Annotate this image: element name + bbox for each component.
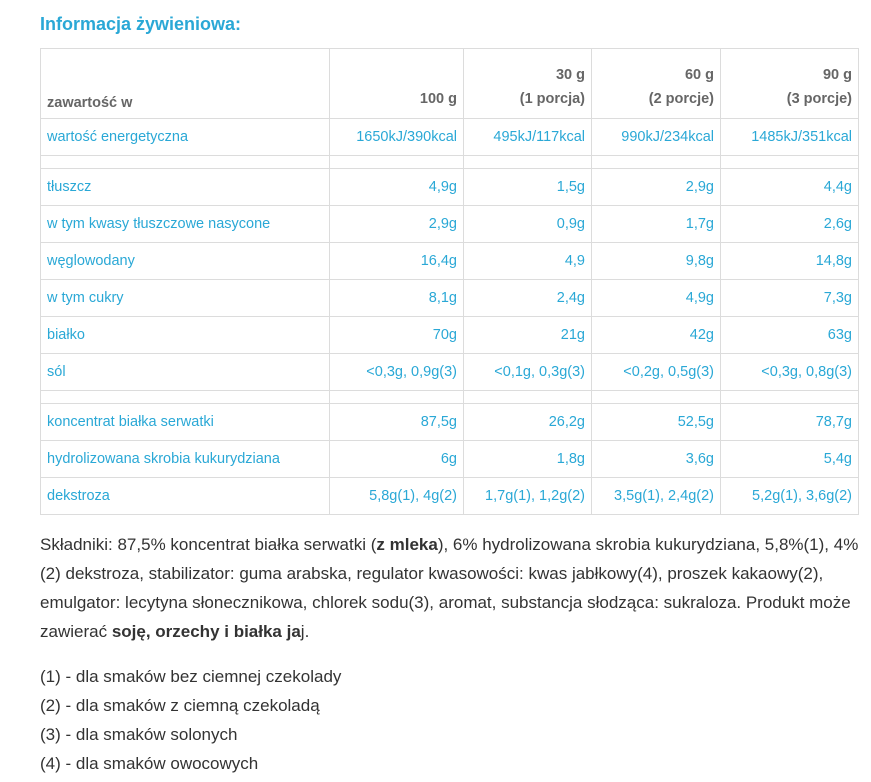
table-row [41, 317, 859, 354]
header-col-90g [721, 49, 859, 119]
cell-value: <0,3g, 0,8g(3) [721, 354, 859, 391]
cell-value: 1485kJ/351kcal [721, 119, 859, 156]
header-line1: 90 g [822, 67, 852, 83]
cell-value: 7,3g [721, 280, 859, 317]
table-spacer [41, 391, 859, 404]
cell-value: 4,9g [592, 280, 721, 317]
cell-value: 63g [721, 317, 859, 354]
cell-value: <0,2g, 0,5g(3) [592, 354, 721, 391]
row-label: węglowodany [41, 243, 330, 280]
cell-value: 87,5g [330, 404, 464, 441]
header-line1: 60 g [684, 67, 714, 83]
header-col-100g [330, 49, 464, 119]
cell-value: 5,2g(1), 3,6g(2) [721, 478, 859, 515]
table-spacer [41, 156, 859, 169]
cell-value: 2,9g [592, 169, 721, 206]
allergen-milk: z mleka [376, 535, 438, 554]
cell-value: 2,9g [330, 206, 464, 243]
footnote: (1) - dla smaków bez ciemnej czekolady [40, 667, 342, 686]
header-label: zawartość w [41, 49, 330, 119]
ingredients-text: ), 6% hydrolizowana skrobia kukurydziana, 5,8%(1), 4%(2) dekstroza, stabilizator: guma arabska, regulator kwasowości: kwas jabłkowy(4), proszek kakaowy(2), emulgator: lecytyna słonecznikowa, chlorek sodu(3), aromat, substancja słodząca: sukraloza. Produkt może zawierać [40, 535, 859, 641]
row-label: tłuszcz [41, 169, 330, 206]
cell-value: 1,7g [592, 206, 721, 243]
footnote: (2) - dla smaków z ciemną czekoladą [40, 696, 320, 715]
cell-value: 1,7g(1), 1,2g(2) [464, 478, 592, 515]
cell-value: <0,1g, 0,3g(3) [464, 354, 592, 391]
table-row-energy [41, 119, 859, 156]
cell-value: 42g [592, 317, 721, 354]
row-label: wartość energetyczna [41, 119, 330, 156]
table-row [41, 478, 859, 515]
cell-value: 3,6g [592, 441, 721, 478]
ingredients-text: j. [300, 622, 310, 641]
row-label: w tym kwasy tłuszczowe nasycone [41, 206, 330, 243]
cell-value: 2,4g [464, 280, 592, 317]
table-row [41, 404, 859, 441]
header-line2: (2 porcje) [648, 91, 714, 107]
row-label: białko [41, 317, 330, 354]
cell-value: 495kJ/117kcal [464, 119, 592, 156]
header-col-60g [592, 49, 721, 119]
cell-value: 16,4g [330, 243, 464, 280]
cell-value: 990kJ/234kcal [592, 119, 721, 156]
ingredients-paragraph [40, 530, 860, 646]
table-row [41, 169, 859, 206]
cell-value: 14,8g [721, 243, 859, 280]
footnotes [40, 662, 341, 778]
footnote: (3) - dla smaków solonych [40, 725, 238, 744]
table-row [41, 441, 859, 478]
allergens-warning: soję, orzechy i białka ja [111, 622, 301, 641]
table-row [41, 280, 859, 317]
cell-value: <0,3g, 0,9g(3) [330, 354, 464, 391]
nutrition-table [40, 48, 859, 515]
cell-value: 21g [464, 317, 592, 354]
cell-value: 1650kJ/390kcal [330, 119, 464, 156]
cell-value: 9,8g [592, 243, 721, 280]
cell-value: 78,7g [721, 404, 859, 441]
row-label: dekstroza [41, 478, 330, 515]
cell-value: 52,5g [592, 404, 721, 441]
cell-value: 0,9g [464, 206, 592, 243]
table-header-row [41, 49, 859, 119]
cell-value: 6g [330, 441, 464, 478]
components-group [41, 404, 859, 515]
cell-value: 5,8g(1), 4g(2) [330, 478, 464, 515]
cell-value: 8,1g [330, 280, 464, 317]
header-line2: (3 porcje) [786, 91, 852, 107]
cell-value: 4,9g [330, 169, 464, 206]
cell-value: 1,8g [464, 441, 592, 478]
nutrients-group [41, 169, 859, 391]
section-title: Informacja żywieniowa: [40, 14, 242, 34]
cell-value: 4,4g [721, 169, 859, 206]
row-label: hydrolizowana skrobia kukurydziana [41, 441, 330, 478]
cell-value: 3,5g(1), 2,4g(2) [592, 478, 721, 515]
row-label: koncentrat białka serwatki [41, 404, 330, 441]
cell-value: 70g [330, 317, 464, 354]
table-row [41, 243, 859, 280]
row-label: sól [41, 354, 330, 391]
cell-value: 2,6g [721, 206, 859, 243]
table-row [41, 354, 859, 391]
header-line1: 30 g [555, 67, 585, 83]
cell-value: 26,2g [464, 404, 592, 441]
table-row [41, 206, 859, 243]
row-label: w tym cukry [41, 280, 330, 317]
ingredients-text: Składniki: 87,5% koncentrat białka serwatki ( [40, 535, 377, 554]
footnote: (4) - dla smaków owocowych [40, 754, 259, 773]
cell-value: 4,9 [464, 243, 592, 280]
header-line2: (1 porcja) [519, 91, 585, 107]
cell-value: 5,4g [721, 441, 859, 478]
header-line2: 100 g [419, 91, 457, 107]
cell-value: 1,5g [464, 169, 592, 206]
header-col-30g [464, 49, 592, 119]
